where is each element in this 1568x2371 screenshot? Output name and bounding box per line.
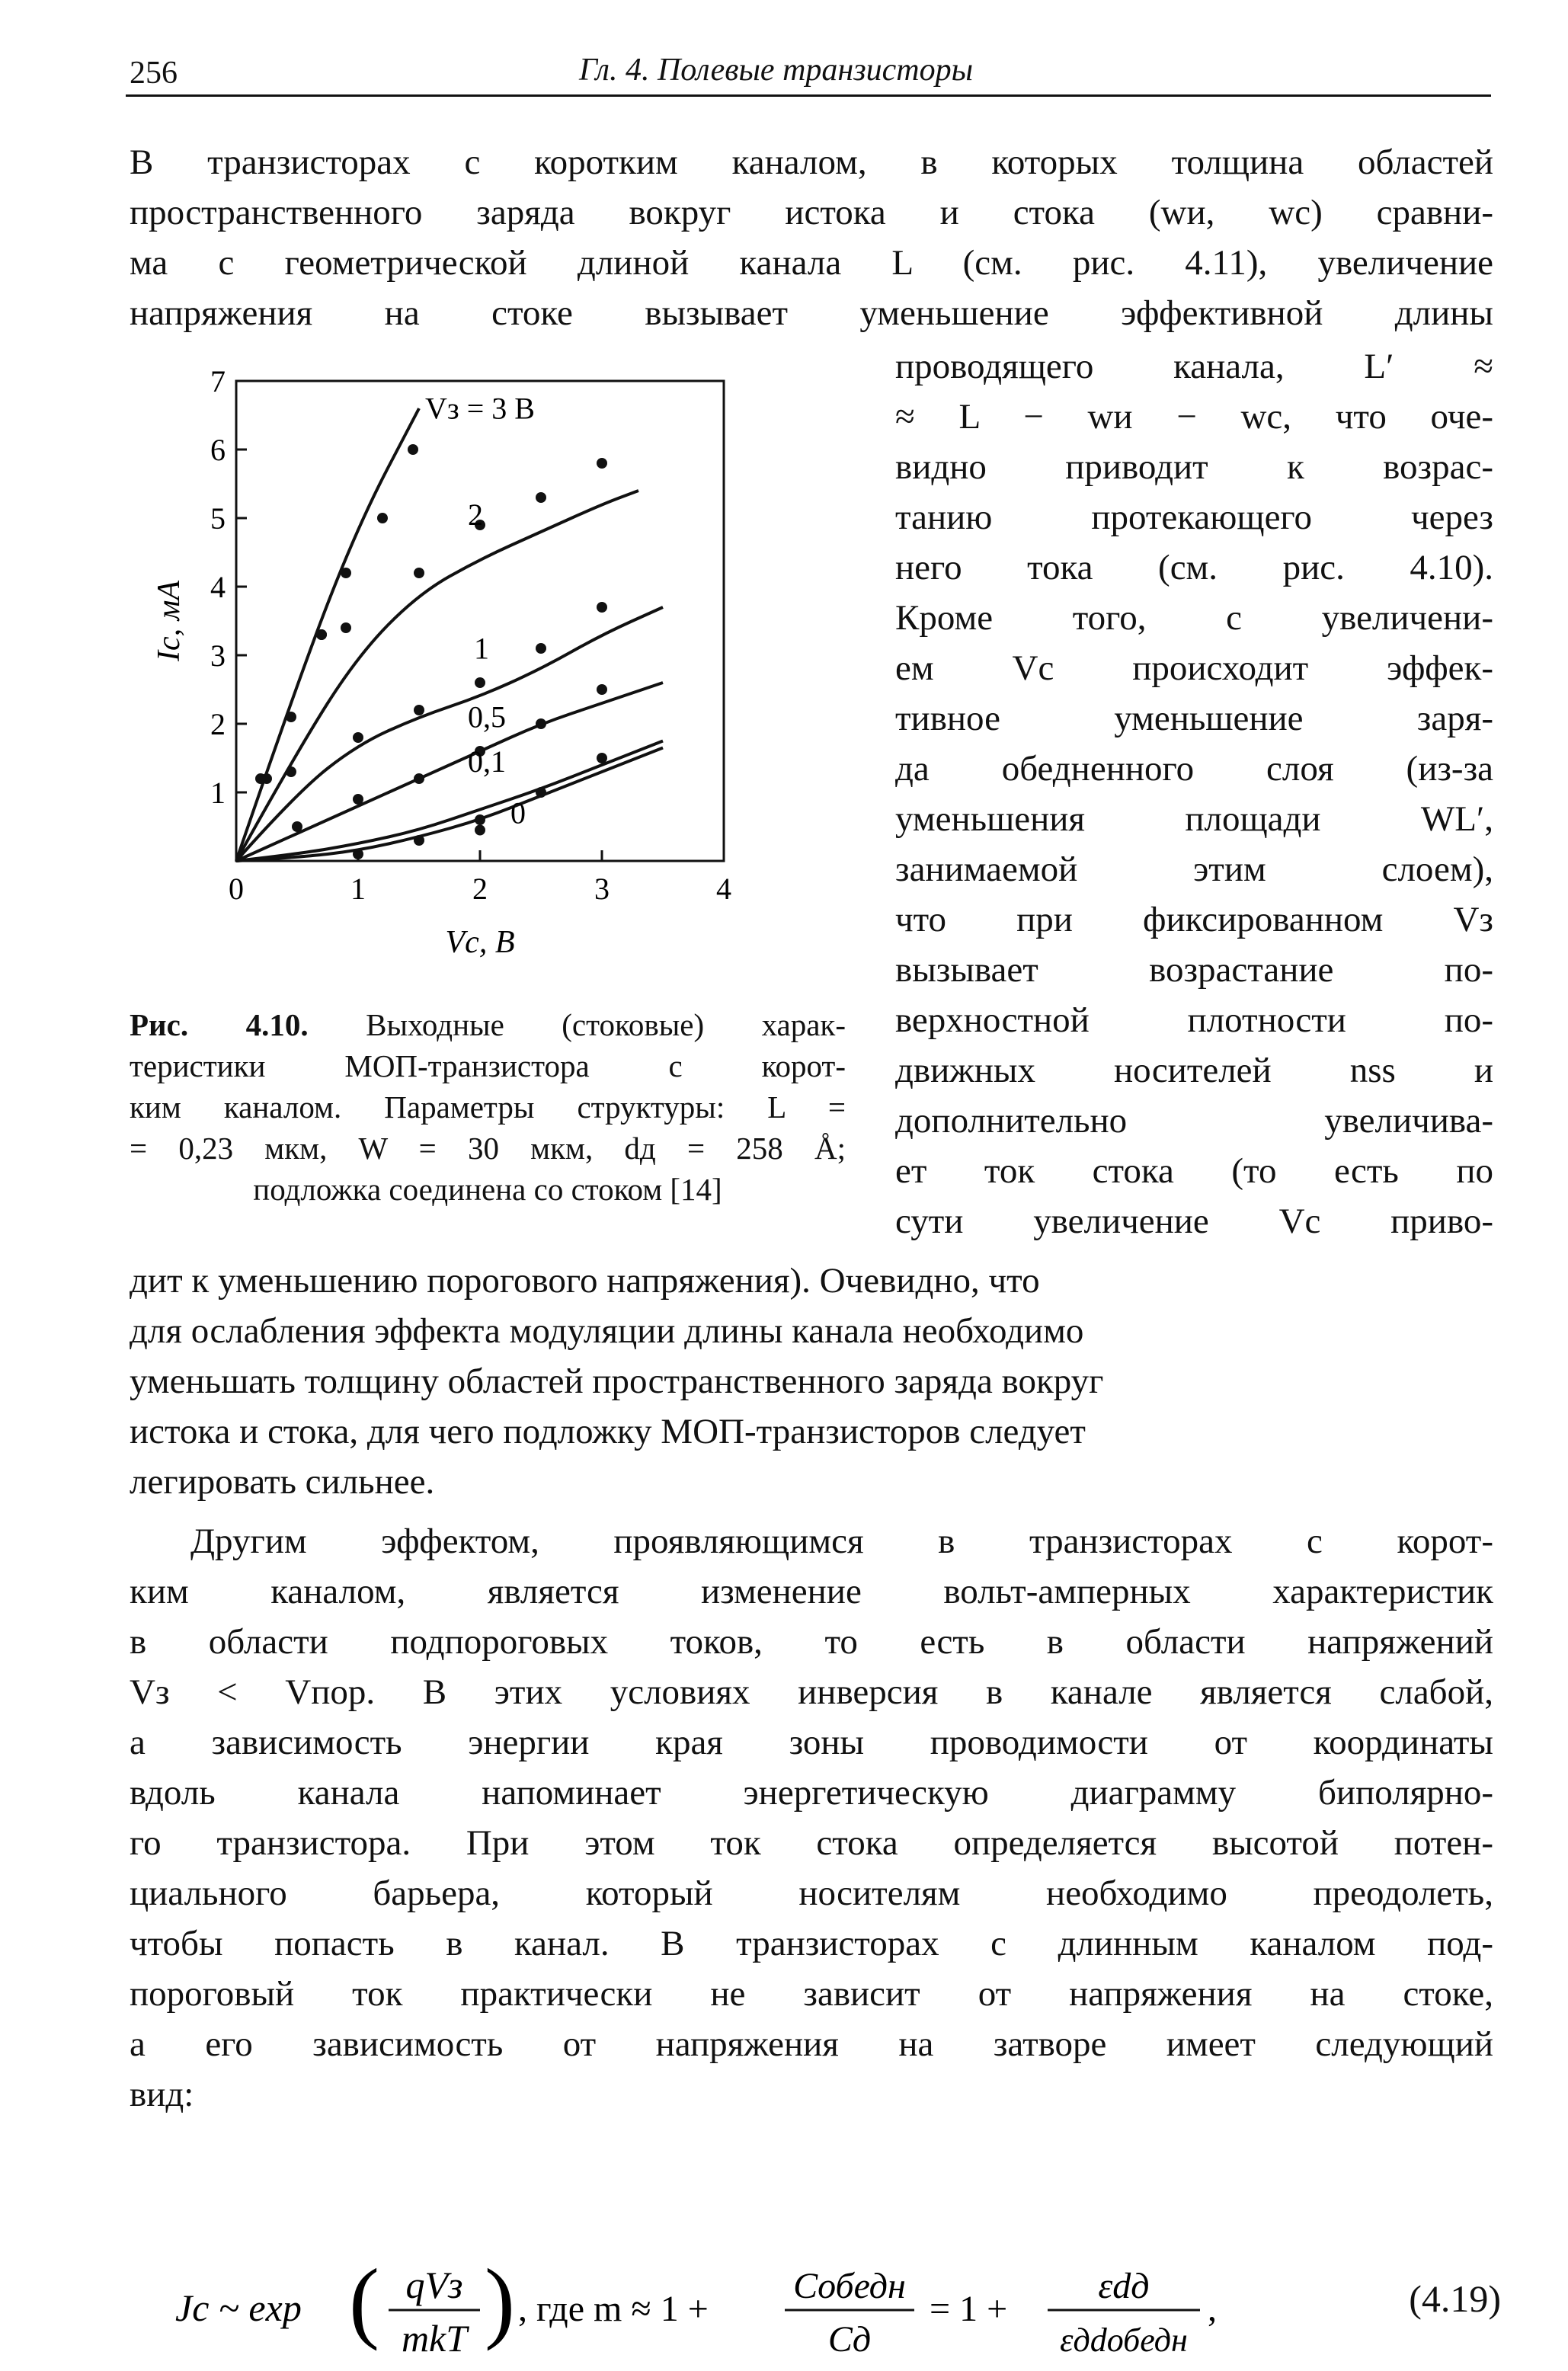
x-tick-label: 2	[472, 872, 488, 906]
series-label: 0,1	[468, 744, 506, 779]
eq-lhs: Jс ~ exp	[175, 2286, 302, 2329]
series-label: Vз = 3 В	[425, 391, 535, 426]
header-rule	[126, 94, 1491, 97]
text-line: в области подпороговых токов, то есть в области напряжений	[130, 1622, 1493, 1662]
text-line: него тока (см. рис. 4.10).	[895, 548, 1493, 587]
data-point	[536, 643, 546, 654]
text-line: дит к уменьшению порогового напряжения). Очевидно, что	[130, 1261, 1040, 1301]
y-tick-label: 3	[210, 638, 226, 673]
data-point	[316, 629, 327, 640]
data-point	[286, 712, 296, 722]
eq-where: , где m ≈ 1 +	[518, 2289, 709, 2329]
output-characteristics-chart	[122, 366, 869, 990]
data-point	[414, 705, 424, 715]
x-tick-label: 0	[229, 872, 244, 906]
equation-number: (4.19)	[1409, 2277, 1501, 2320]
frac1-den: mkT	[401, 2317, 468, 2360]
text-line: занимаемой этим слоем),	[895, 850, 1493, 889]
y-tick-label: 4	[210, 570, 226, 604]
frac3-den: εдdобедн	[1060, 2321, 1188, 2359]
text-line: сути увеличение Vс приво-	[895, 1201, 1493, 1241]
y-tick-label: 7	[210, 366, 226, 398]
caption-line: теристики МОП-транзистора с корот-	[130, 1048, 846, 1083]
data-point	[353, 794, 363, 805]
x-tick-label: 4	[716, 872, 731, 906]
text-line: а его зависимость от напряжения на затворе имеет следующий	[130, 2024, 1493, 2064]
text-line: да обедненного слоя (из-за	[895, 749, 1493, 789]
x-axis-label: Vс, В	[445, 925, 515, 960]
text-line: чтобы попасть в канал. В транзисторах с длинным каналом под-	[130, 1924, 1493, 1963]
equation-4-19	[175, 2255, 1516, 2369]
data-point	[414, 568, 424, 578]
data-point	[292, 821, 302, 832]
paragraph-1-side	[895, 341, 1493, 1246]
series-line	[236, 408, 419, 861]
paragraph-2	[130, 1516, 1493, 2120]
text-line: уменьшения площади WL′,	[895, 799, 1493, 839]
data-point	[536, 492, 546, 503]
series-label: 0,5	[468, 699, 506, 734]
text-line: вид:	[130, 2075, 194, 2114]
data-point	[377, 513, 388, 523]
figure-4-10	[122, 366, 869, 990]
text-line: пороговый ток практически не зависит от напряжения на стоке,	[130, 1974, 1493, 2014]
text-line: ≈ L − wи − wс, что оче-	[895, 397, 1493, 437]
data-point	[597, 684, 607, 695]
right-paren: )	[485, 2255, 515, 2351]
frac1-num: qVз	[405, 2264, 463, 2306]
text-line: Другим эффектом, проявляющимся в транзисторах с корот-	[190, 1521, 1493, 1561]
text-line: Vз < Vпор. В этих условиях инверсия в канале является слабой,	[130, 1672, 1493, 1712]
text-line: ма с геометрической длиной канала L (см. рис. 4.11), увеличение	[130, 243, 1493, 283]
caption-line: ким каналом. Параметры структуры: L =	[130, 1090, 846, 1125]
text-line: Кроме того, с увеличени-	[895, 598, 1493, 638]
text-line: что при фиксированном Vз	[895, 900, 1493, 939]
data-point	[414, 773, 424, 784]
data-point	[286, 766, 296, 777]
series-label: 0	[510, 795, 526, 830]
plot-frame	[236, 381, 724, 861]
text-line: легировать сильнее.	[130, 1462, 435, 1502]
text-line: циального барьера, который носителям необходимо преодолеть,	[130, 1873, 1493, 1913]
caption-label: Рис. 4.10.	[130, 1007, 309, 1042]
text-line: а зависимость энергии края зоны проводимости от координаты	[130, 1723, 1493, 1762]
data-point	[353, 732, 363, 743]
data-point	[341, 568, 351, 578]
frac3-num: εdд	[1098, 2266, 1150, 2306]
eq-equals: = 1 +	[930, 2289, 1008, 2329]
data-point	[255, 773, 266, 784]
text-line: для ослабления эффекта модуляции длины канала необходимо	[130, 1311, 1084, 1351]
text-line: го транзистора. При этом ток стока определяется высотой потен-	[130, 1823, 1493, 1863]
data-point	[341, 622, 351, 633]
page-number: 256	[130, 56, 178, 91]
text-line: истока и стока, для чего подложку МОП-транзисторов следует	[130, 1412, 1086, 1451]
figure-caption	[130, 1004, 846, 1210]
text-line: верхностной плотности по-	[895, 1000, 1493, 1040]
data-point	[536, 718, 546, 729]
text-line: дополнительно увеличива-	[895, 1101, 1493, 1141]
data-point	[475, 677, 485, 688]
left-paren: (	[349, 2255, 379, 2351]
x-tick-label: 3	[594, 872, 610, 906]
data-point	[475, 825, 485, 836]
text-line: ким каналом, является изменение вольт-амперных характеристик	[130, 1572, 1493, 1611]
caption-line: подложка соединена со стоком [14]	[253, 1172, 722, 1207]
series-label: 2	[468, 498, 483, 532]
text-line: напряжения на стоке вызывает уменьшение эффективной длины	[130, 293, 1493, 333]
text-line: движных носителей nss и	[895, 1051, 1493, 1090]
y-tick-label: 2	[210, 707, 226, 741]
caption-line: = 0,23 мкм, W = 30 мкм, dд = 258 Å;	[130, 1131, 846, 1166]
text-line: В транзисторах с коротким каналом, в которых толщина областей	[130, 142, 1493, 182]
y-tick-label: 1	[210, 776, 226, 810]
text-line: проводящего канала, L′ ≈	[895, 347, 1493, 386]
text-line: вызывает возрастание по-	[895, 950, 1493, 990]
x-tick-label: 1	[350, 872, 366, 906]
text-line: танию протекающего через	[895, 498, 1493, 537]
paragraph-1-tail	[130, 1256, 1493, 1507]
caption-text: Выходные (стоковые) харак-	[366, 1007, 846, 1042]
frac2-num: Cобедн	[793, 2266, 906, 2306]
series-label: 1	[474, 631, 489, 666]
paragraph-1-top	[130, 137, 1493, 338]
y-axis-label: Iс, мА	[152, 580, 187, 662]
series-line	[236, 491, 638, 861]
data-point	[597, 602, 607, 613]
text-line: вдоль канала напоминает энергетическую диаграмму биполярно-	[130, 1773, 1493, 1813]
text-line: видно приводит к возрас-	[895, 447, 1493, 487]
running-title: Гл. 4. Полевые транзисторы	[579, 53, 974, 88]
text-line: тивное уменьшение заря-	[895, 699, 1493, 738]
frac2-den: Cд	[827, 2319, 872, 2360]
eq-comma: ,	[1208, 2289, 1217, 2329]
equation-svg	[175, 2255, 1516, 2369]
data-point	[597, 458, 607, 469]
y-tick-label: 5	[210, 501, 226, 536]
text-line: ем Vс происходит эффек-	[895, 648, 1493, 688]
data-point	[408, 444, 418, 455]
text-line: ет ток стока (то есть по	[895, 1151, 1493, 1191]
caption-line	[130, 1004, 846, 1045]
text-line: уменьшать толщину областей пространственного заряда вокруг	[130, 1361, 1104, 1401]
y-tick-label: 6	[210, 433, 226, 467]
data-point	[597, 753, 607, 763]
text-line: пространственного заряда вокруг истока и стока (wи, wс) сравни-	[130, 193, 1493, 232]
